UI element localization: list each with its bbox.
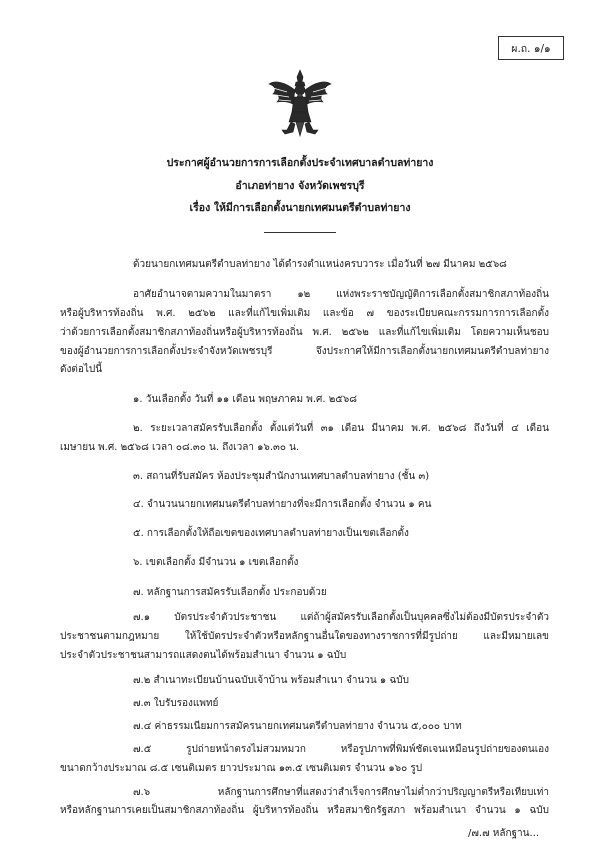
item-2-line1: ๒. ระยะเวลาสมัครรับเลือกตั้ง ตั้งแต่วันที่ ๓๑ เดือน มีนาคม พ.ศ. ๒๕๖๘ ถึงวันที่ ๔ เดือน xyxy=(133,423,549,434)
item-7-1-line3: ประจำตัวประชาชนสามารถแสดงตนได้พร้อมสำเนา จำนวน ๑ ฉบับ xyxy=(60,650,347,661)
item-4-count: ๔. จำนวนนายกเทศมนตรีตำบลท่ายางที่จะมีการเลือกตั้ง จำนวน ๑ คน xyxy=(133,499,432,510)
para1-line5: ดังต่อไปนี้ xyxy=(60,364,103,375)
form-code-label: ผ.ถ. ๑/๑ xyxy=(511,42,551,55)
item-7-4: ๗.๔ ค่าธรรมเนียมการสมัครนายกเทศมนตรีตำบลท่ายาง จำนวน ๕,๐๐๐ บาท xyxy=(133,721,462,732)
item-5-district: ๕. การเลือกตั้งให้ถือเขตของเทศบาลตำบลท่ายางเป็นเขตเลือกตั้ง xyxy=(133,528,409,539)
intro-text: ด้วยนายกเทศมนตรีตำบลท่ายาง ได้ดำรงตำแหน่งครบวาระ เมื่อวันที่ ๒๗ มีนาคม ๒๕๖๘ xyxy=(133,259,507,270)
item-7-1-line1: ๗.๑ บัตรประจำตัวประชาชน แต่ถ้าผู้สมัครรับเลือกตั้งเป็นบุคคลซึ่งไม่ต้องมีบัตรประจำตัว xyxy=(133,612,549,623)
item-6-zones: ๖. เขตเลือกตั้ง มีจำนวน ๑ เขตเลือกตั้ง xyxy=(133,557,299,568)
para1-line2: หรือผู้บริหารท้องถิ่น พ.ศ. ๒๕๖๒ และที่แก้ไขเพิ่มเติม และข้อ ๗ ของระเบียบคณะกรรมการการเลือกตั้ง xyxy=(60,308,549,319)
para1-line3: ว่าด้วยการเลือกตั้งสมาชิกสภาท้องถิ่นหรือผู้บริหารท้องถิ่น พ.ศ. ๒๕๖๒ และที่แก้ไขเพิ่มเติม โดยความเห็นชอบ xyxy=(60,327,549,338)
item-7-6-line2: หรือหลักฐานการเคยเป็นสมาชิกสภาท้องถิ่น ผู้บริหารท้องถิ่น หรือสมาชิกรัฐสภา พร้อมสำเนา จำนวน ๑ ฉบับ xyxy=(60,805,549,816)
item-7-3: ๗.๓ ใบรับรองแพทย์ xyxy=(133,698,219,709)
item-7-2: ๗.๒ สำเนาทะเบียนบ้านฉบับเจ้าบ้าน พร้อมสำเนา จำนวน ๑ ฉบับ xyxy=(133,675,409,686)
para1-line1: อาศัยอำนาจตามความในมาตรา ๑๒ แห่งพระราชบัญญัติการเลือกตั้งสมาชิกสภาท้องถิ่น xyxy=(133,289,549,300)
district-province-line: อำเภอท่ายาง จังหวัดเพชรบุรี xyxy=(235,180,365,192)
item-7-5-line2: ขนาดกว้างประมาณ ๘.๕ เซนติเมตร ยาวประมาณ ๑๓.๕ เซนติเมตร จำนวน ๑๖๐ รูป xyxy=(60,763,423,774)
subject-line: เรื่อง ให้มีการเลือกตั้งนายกเทศมนตรีตำบลท่ายาง xyxy=(189,202,411,214)
announcement-title: ประกาศผู้อำนวยการการเลือกตั้งประจำเทศบาลตำบลท่ายาง xyxy=(166,157,434,169)
item-7-5-line1: ๗.๕ รูปถ่ายหน้าตรงไม่สวมหมวก หรือรูปภาพที่พิมพ์ชัดเจนเหมือนรูปถ่ายของตนเอง xyxy=(133,744,549,755)
item-2-line2: เมษายน พ.ศ. ๒๕๖๘ เวลา ๐๘.๓๐ น. ถึงเวลา ๑๖.๓๐ น. xyxy=(60,442,300,453)
item-7-6-line1: ๗.๖ หลักฐานการศึกษาที่แสดงว่าสำเร็จการศึกษาไม่ต่ำกว่าปริญญาตรีหรือเทียบเท่า xyxy=(133,787,549,798)
item-1-election-date: ๑. วันเลือกตั้ง วันที่ ๑๑ เดือน พฤษภาคม พ.ศ. ๒๕๖๘ xyxy=(133,394,357,405)
item-7-1-line2: ประชาชนตามกฎหมาย ให้ใช้บัตรประจำตัวหรือหลักฐานอื่นใดของทางราชการที่มีรูปถ่าย และมีหมายเลข xyxy=(60,631,549,642)
heading-divider xyxy=(264,232,336,233)
item-7-documents: ๗. หลักฐานการสมัครรับเลือกตั้ง ประกอบด้วย xyxy=(133,587,327,598)
item-3-venue: ๓. สถานที่รับสมัคร ห้องประชุมสำนักงานเทศบาลตำบลท่ายาง (ชั้น ๓) xyxy=(133,471,430,482)
continued-marker: /๗.๗ หลักฐาน... xyxy=(468,828,540,839)
para1-line4: ของผู้อำนวยการการเลือกตั้งประจำจังหวัดเพชรบุรี จึงประกาศให้มีการเลือกตั้งนายกเทศมนตรีตำบลท่ายาง xyxy=(60,346,549,357)
form-code-box xyxy=(498,36,564,60)
garuda-emblem-icon xyxy=(267,68,333,138)
